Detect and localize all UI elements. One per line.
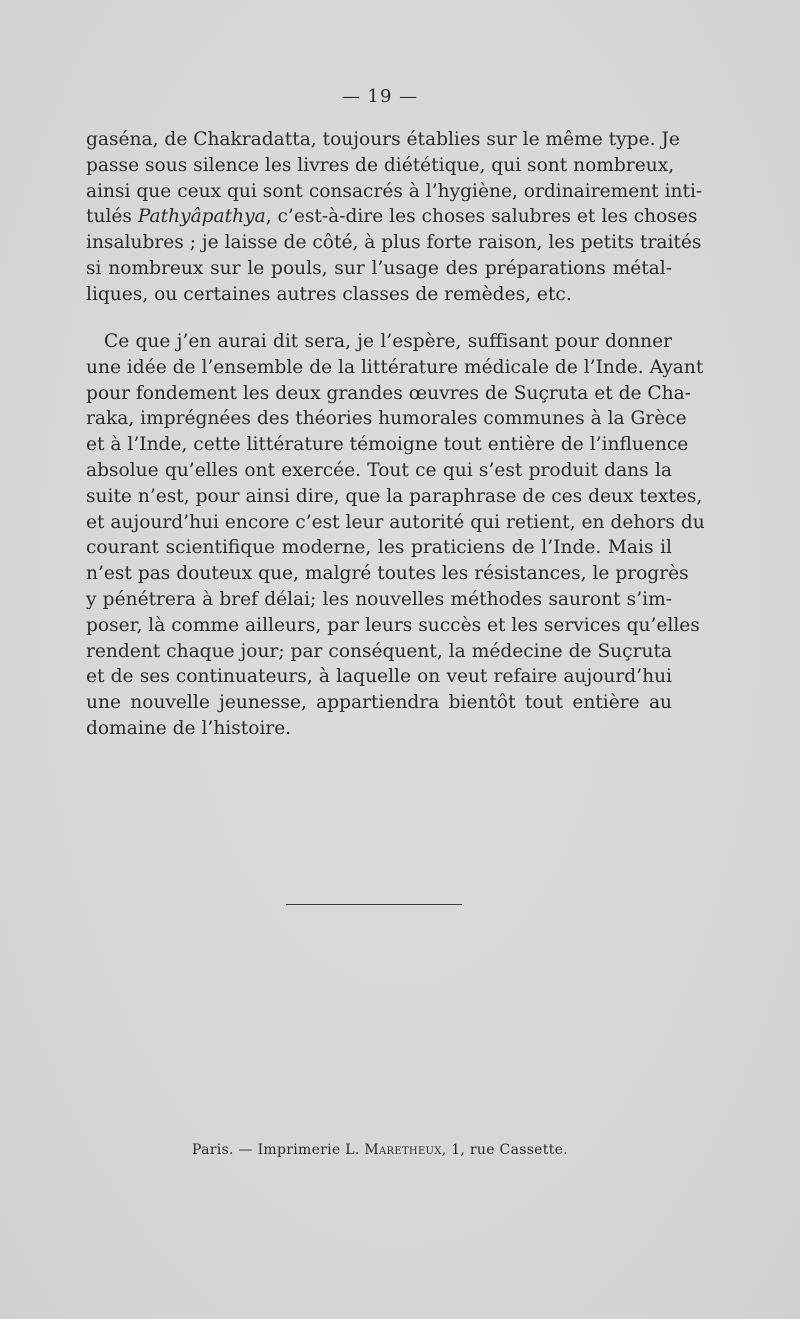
text-line: raka, imprégnées des théories humorales communes à la Grèce bbox=[86, 408, 687, 430]
text-line: n’est pas douteux que, malgré toutes les résistances, le progrès bbox=[86, 563, 689, 585]
page-number: — 19 — bbox=[341, 86, 419, 107]
text-line: ainsi que ceux qui sont consacrés à l’hygiène, ordinairement inti- bbox=[86, 180, 703, 202]
text-line: passe sous silence les livres de diététique, qui sont nombreux, bbox=[86, 154, 675, 176]
text-line: suite n’est, pour ainsi dire, que la paraphrase de ces deux textes, bbox=[86, 485, 703, 507]
text-line: rendent chaque jour; par conséquent, la médecine de Suçruta bbox=[86, 640, 672, 662]
text-line: et aujourd’hui encore c’est leur autorité qui retient, en dehors du bbox=[86, 511, 705, 533]
text-line: gaséna, de Chakradatta, toujours établies sur le même type. Je bbox=[86, 129, 680, 150]
divider-rule bbox=[286, 904, 462, 905]
printer-name: Maretheux bbox=[364, 1142, 442, 1158]
text-line: domaine de l’histoire. bbox=[86, 717, 292, 739]
text-fragment: , c’est-à-dire les choses salubres et les choses bbox=[265, 206, 698, 228]
text-line: absolue qu’elles ont exercée. Tout ce qui s’est produit dans la bbox=[86, 459, 672, 481]
paragraph-2 bbox=[86, 329, 705, 742]
text-line: et de ses continuateurs, à laquelle on veut refaire aujourd’hui bbox=[86, 666, 672, 688]
text-line bbox=[86, 204, 698, 230]
text-line: poser, là comme ailleurs, par leurs succès et les services qu’elles bbox=[86, 614, 700, 636]
text-line: Ce que j’en aurai dit sera, je l’espère, suffisant pour donner bbox=[104, 331, 672, 352]
printer-imprint bbox=[0, 1142, 760, 1158]
text-line: insalubres ; je laisse de côté, à plus forte raison, les petits traités bbox=[86, 232, 702, 254]
text-line: y pénétrera à bref délai; les nouvelles méthodes sauront s’im- bbox=[86, 588, 672, 610]
text-line: une nouvelle jeunesse, appartiendra bientôt tout entière au bbox=[86, 692, 672, 714]
text-line: si nombreux sur le pouls, sur l’usage des préparations métal- bbox=[86, 257, 672, 279]
italic-term: Pathyâpathya bbox=[137, 206, 266, 228]
text-fragment: tulés bbox=[86, 206, 138, 228]
imprint-prefix: Paris. — Imprimerie L. bbox=[192, 1142, 365, 1158]
paragraph-1 bbox=[86, 127, 703, 308]
text-line: liques, ou certaines autres classes de remèdes, etc. bbox=[86, 283, 572, 305]
text-line: et à l’Inde, cette littérature témoigne tout entière de l’influence bbox=[86, 434, 689, 456]
text-line: courant scientifique moderne, les praticiens de l’Inde. Mais il bbox=[86, 537, 672, 559]
text-line: une idée de l’ensemble de la littérature médicale de l’Inde. Ayant bbox=[86, 356, 704, 378]
imprint-suffix: , 1, rue Cassette. bbox=[441, 1142, 568, 1158]
text-line: pour fondement les deux grandes œuvres de Suçruta et de Cha- bbox=[86, 382, 691, 404]
